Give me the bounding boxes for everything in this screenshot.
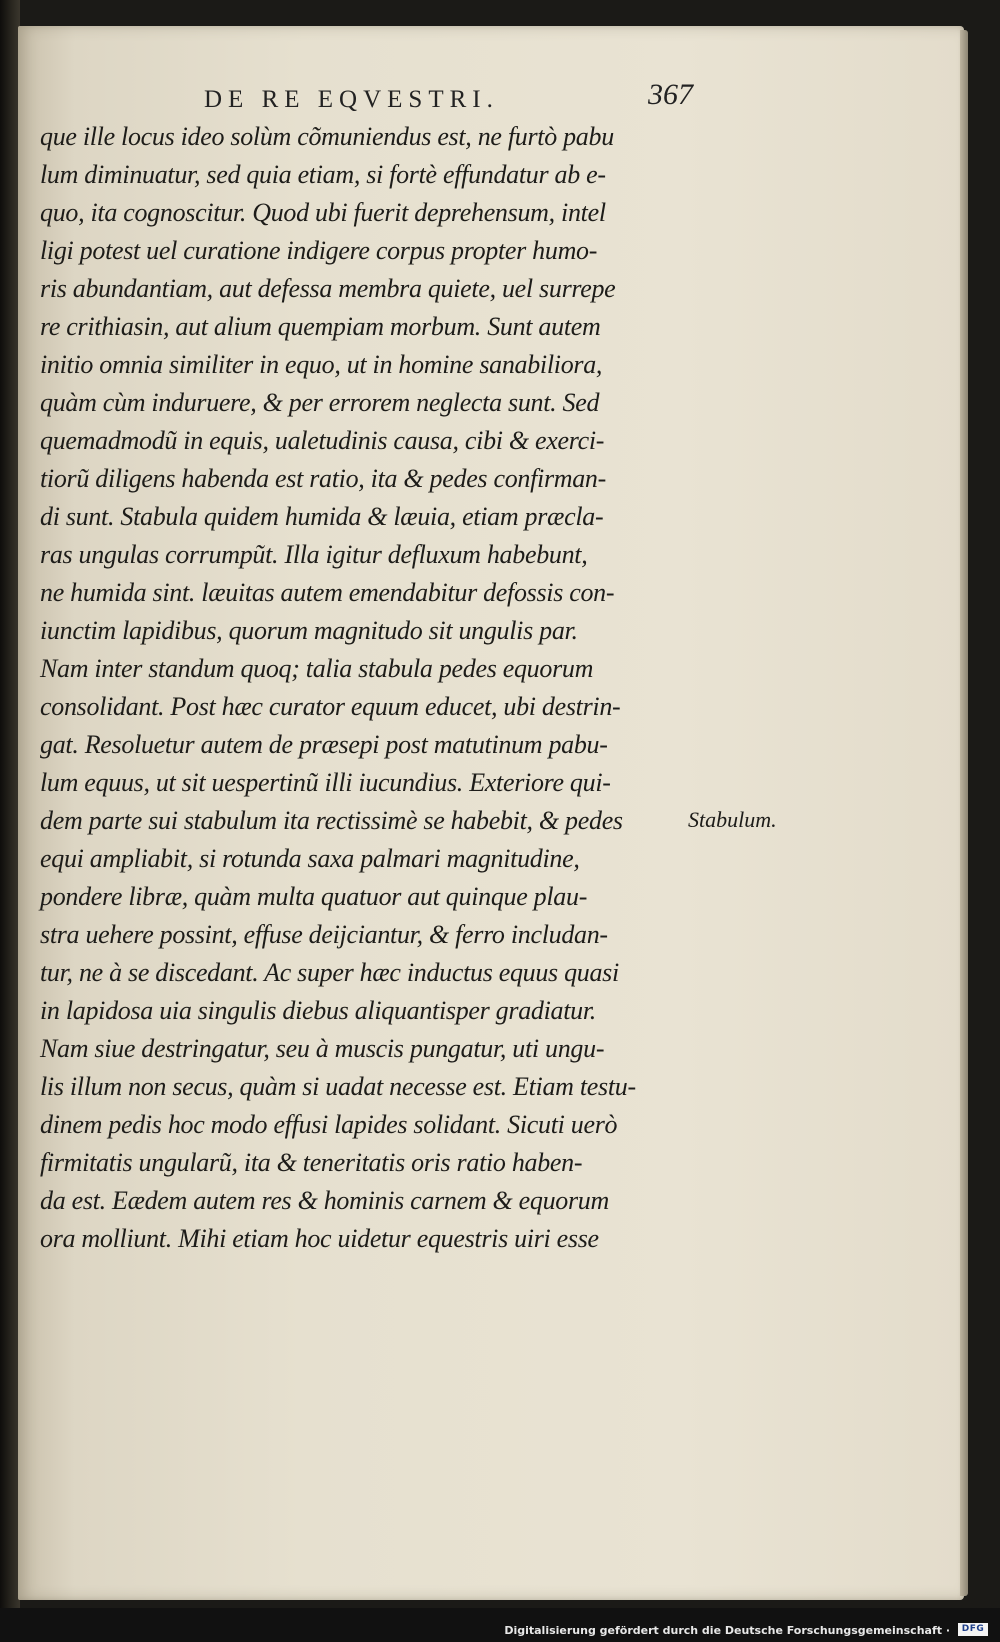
text-line: dinem pedis hoc modo effusi lapides solidant. Sicuti uerò <box>40 1110 618 1139</box>
running-head: DE RE EQVESTRI. <box>204 86 499 113</box>
dfg-logo: DFG <box>958 1623 988 1636</box>
marginal-note: Stabulum. <box>688 807 777 832</box>
text-line: tur, ne à se discedant. Ac super hæc inductus equus quasi <box>40 958 619 987</box>
text-line: in lapidosa uia singulis diebus aliquantisper gradiatur. <box>40 996 596 1025</box>
text-line: ora molliunt. Mihi etiam hoc uidetur equestris uiri esse <box>40 1224 599 1253</box>
text-line: quàm cùm induruere, & per errorem neglecta sunt. Sed <box>40 388 600 417</box>
text-line: gat. Resoluetur autem de præsepi post matutinum pabu- <box>40 730 608 759</box>
text-line: dem parte sui stabulum ita rectissimè se habebit, & pedes <box>40 806 623 835</box>
text-line: iunctim lapidibus, quorum magnitudo sit ungulis par. <box>40 616 578 645</box>
page-number: 367 <box>648 78 693 111</box>
page-edge <box>960 30 968 1596</box>
body-text <box>40 118 720 1258</box>
text-line: ras ungulas corrumpũt. Illa igitur defluxum habebunt, <box>40 540 588 569</box>
text-line: consolidant. Post hæc curator equum educet, ubi destrin- <box>40 692 621 721</box>
text-line: Nam inter standum quoq; talia stabula pedes equorum <box>40 654 594 683</box>
text-line: initio omnia similiter in equo, ut in homine sanabiliora, <box>40 350 603 379</box>
text-line: stra uehere possint, effuse deijciantur, & ferro includan- <box>40 920 608 949</box>
text-line: quemadmodũ in equis, ualetudinis causa, cibi & exerci- <box>40 426 605 455</box>
text-line: pondere libræ, quàm multa quatuor aut quinque plau- <box>40 882 588 911</box>
funding-credit: Digitalisierung gefördert durch die Deutsche Forschungsgemeinschaft · <box>504 1624 950 1637</box>
book-spine-edge <box>0 0 20 1642</box>
text-line: lis illum non secus, quàm si uadat necesse est. Etiam testu- <box>40 1072 636 1101</box>
text-line: lum equus, ut sit uespertinũ illi iucundius. Exteriore qui- <box>40 768 611 797</box>
text-line: re crithiasin, aut alium quempiam morbum. Sunt autem <box>40 312 601 341</box>
text-line: da est. Eædem autem res & hominis carnem & equorum <box>40 1186 609 1215</box>
text-line: tiorũ diligens habenda est ratio, ita & pedes confirman- <box>40 464 606 493</box>
text-line: firmitatis ungularũ, ita & teneritatis oris ratio haben- <box>40 1148 583 1177</box>
text-line: quo, ita cognoscitur. Quod ubi fuerit deprehensum, intel <box>40 198 606 227</box>
text-line: equi ampliabit, si rotunda saxa palmari magnitudine, <box>40 844 580 873</box>
text-line: lum diminuatur, sed quia etiam, si fortè effundatur ab e- <box>40 160 606 189</box>
text-line: Nam siue destringatur, seu à muscis pungatur, uti ungu- <box>40 1034 605 1063</box>
text-line: que ille locus ideo solùm cõmuniendus est, ne furtò pabu <box>40 122 614 151</box>
text-line: ris abundantiam, aut defessa membra quiete, uel surrepe <box>40 274 616 303</box>
text-line: di sunt. Stabula quidem humida & læuia, etiam præcla- <box>40 502 604 531</box>
text-line: ne humida sint. læuitas autem emendabitur defossis con- <box>40 578 615 607</box>
text-line: ligi potest uel curatione indigere corpus propter humo- <box>40 236 598 265</box>
